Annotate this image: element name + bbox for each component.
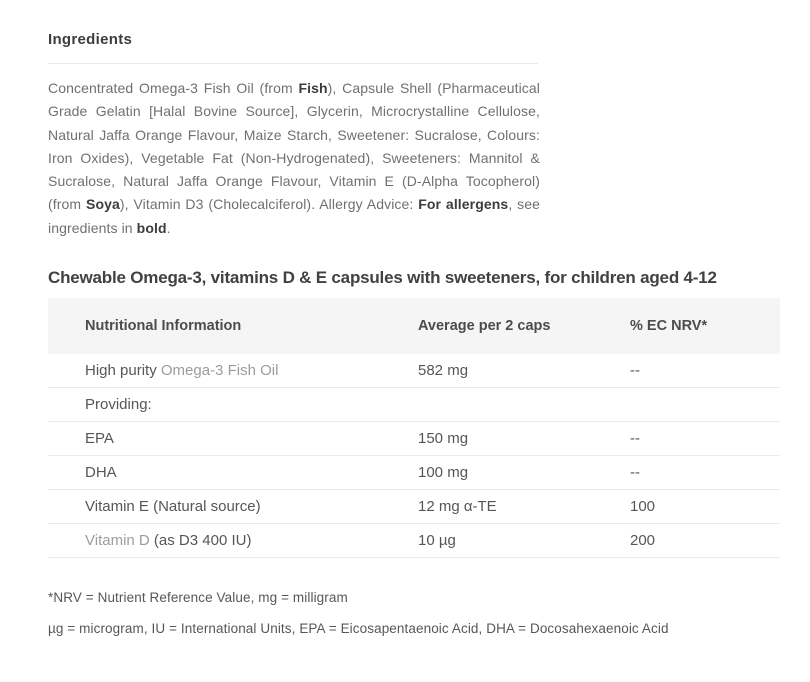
ingredients-text-segment: ), Capsule Shell (Pharmaceutical Grade Gelatin [Halal Bovine Source], Glycerin, Microcrystalline Cellulose, Natural Jaffa Orange Flavour, Maize Starch, Sweetener: Sucralose, Colours: Iron Oxides), Vegetable Fat (Non-Hydrogenated), Sweeteners: Mannitol & Sucralose, Natural Jaffa Orange Flavour, Vitamin E (D-Alpha Tocopherol) (from	[48, 80, 540, 213]
nutrition-table	[48, 298, 780, 558]
table-row	[48, 422, 780, 456]
nutrient-name-cell	[85, 362, 418, 379]
table-row	[48, 456, 780, 490]
table-row	[48, 388, 780, 422]
amount-cell: 100 mg	[418, 464, 469, 482]
nrv-cell: --	[630, 362, 640, 380]
footnote-nrv: *NRV = Nutrient Reference Value, mg = milligram	[48, 590, 348, 606]
nutrient-name-cell: EPA	[85, 430, 114, 448]
amount-cell: 582 mg	[418, 362, 469, 380]
nutrient-name-part: Omega-3 Fish Oil	[160, 362, 279, 380]
table-row	[48, 354, 780, 388]
footnote-units: µg = microgram, IU = International Units, EPA = Eicosapentaenoic Acid, DHA = Docosahexaenoic Acid	[48, 621, 669, 637]
nutrient-name-part: (as D3 400 IU)	[153, 532, 252, 550]
allergen-fish: Fish	[298, 80, 328, 96]
product-title: Chewable Omega-3, vitamins D & E capsules with sweeteners, for children aged 4-12	[48, 268, 717, 288]
nutrient-name-cell	[85, 532, 418, 549]
nutrient-name-part: High purity	[85, 362, 161, 380]
header-average-per-2-caps: Average per 2 caps	[418, 318, 551, 335]
nutrient-name-cell: Providing:	[85, 396, 152, 414]
amount-cell: 12 mg α-TE	[418, 498, 497, 516]
ingredients-paragraph	[48, 77, 540, 240]
allergy-advice-bold: For allergens	[418, 196, 509, 213]
nutrient-name-cell: Vitamin E (Natural source)	[85, 498, 261, 516]
bold-word: bold	[136, 219, 167, 236]
table-row	[48, 524, 780, 558]
nrv-cell: --	[630, 430, 640, 448]
section-divider	[48, 63, 538, 64]
header-ec-nrv: % EC NRV*	[630, 318, 708, 335]
table-header-row	[48, 298, 780, 354]
ingredients-text-segment: Concentrated Omega-3 Fish Oil (from	[48, 80, 299, 96]
amount-cell: 150 mg	[418, 430, 469, 448]
amount-cell: 10 µg	[418, 532, 456, 550]
header-nutritional-information: Nutritional Information	[85, 318, 242, 335]
nutrient-name-cell: DHA	[85, 464, 117, 482]
table-row	[48, 490, 780, 524]
nutrient-name-part: Vitamin D	[85, 532, 154, 550]
ingredients-text-segment: ), Vitamin D3 (Cholecalciferol). Allergy Advice:	[119, 196, 419, 213]
ingredients-text-segment: .	[166, 219, 171, 236]
ingredients-text-segment: , see ingredients in	[48, 196, 541, 236]
allergen-soya: Soya	[86, 196, 120, 213]
nrv-cell: 200	[630, 532, 656, 550]
nrv-cell: 100	[630, 498, 656, 516]
nrv-cell: --	[630, 464, 640, 482]
ingredients-title: Ingredients	[48, 31, 133, 48]
